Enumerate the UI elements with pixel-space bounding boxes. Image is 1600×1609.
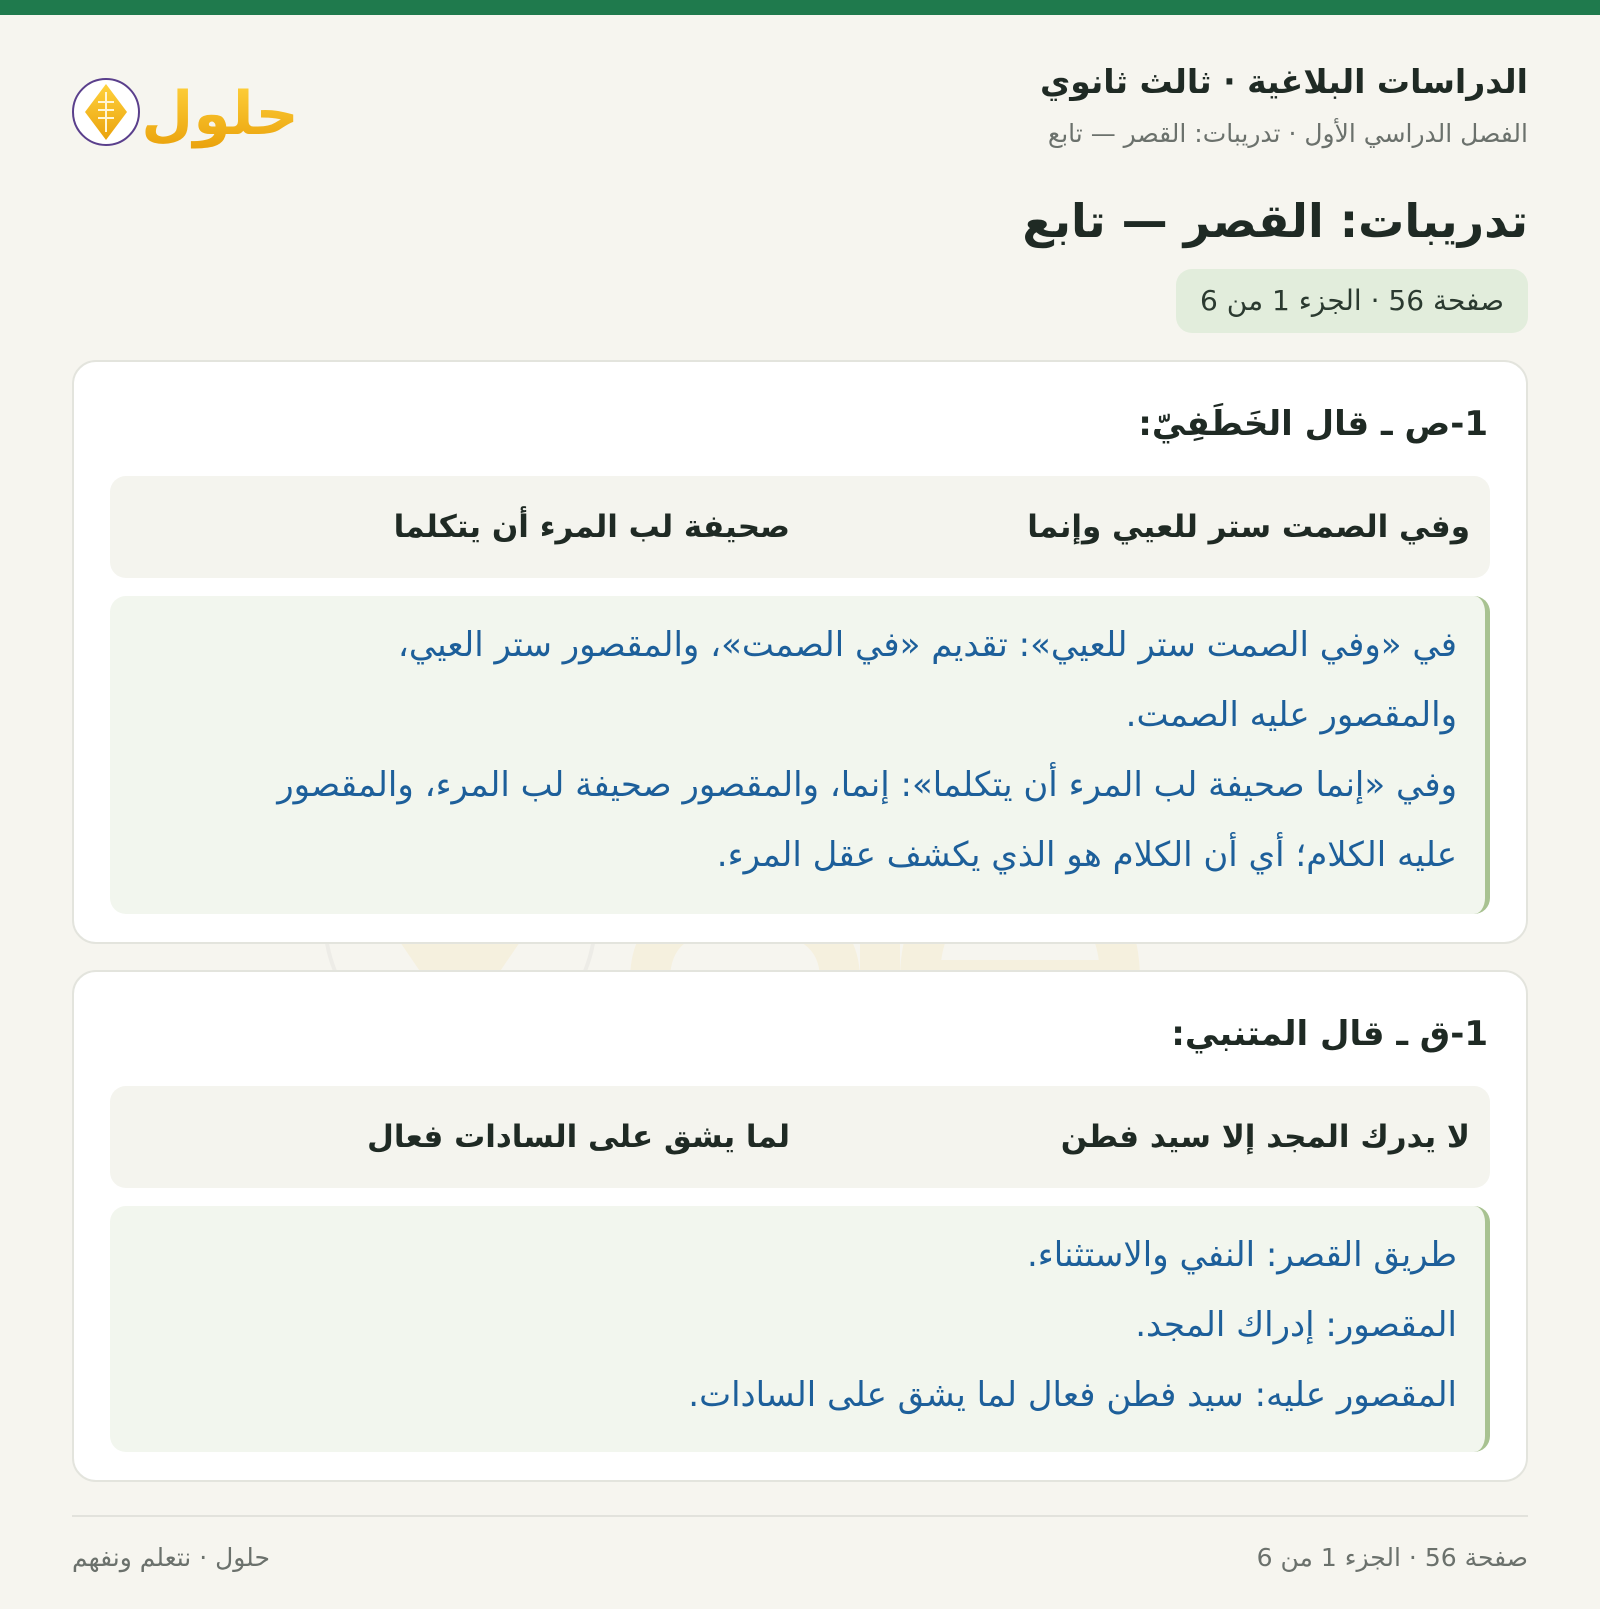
question-card bbox=[72, 970, 1528, 1482]
answer-line: المقصور: إدراك المجد. bbox=[1135, 1305, 1457, 1345]
top-accent-bar bbox=[0, 0, 1600, 15]
footer-brand: حلول · نتعلم ونفهم bbox=[72, 1543, 270, 1572]
logo-wordmark: حلول bbox=[141, 79, 299, 149]
answer-box bbox=[110, 1206, 1490, 1452]
footer-divider bbox=[72, 1515, 1528, 1517]
answer-line: والمقصور عليه الصمت. bbox=[1125, 695, 1457, 735]
verse-second-hemistich: صحيفة لب المرء أن يتكلما bbox=[393, 509, 790, 545]
question-title: 1-ص ـ قال الخَطَفِيّ: bbox=[1138, 404, 1488, 444]
page-badge: صفحة 56 · الجزء 1 من 6 bbox=[1176, 269, 1528, 333]
answer-box bbox=[110, 596, 1490, 914]
header-text bbox=[1040, 58, 1528, 152]
breadcrumb: الفصل الدراسي الأول · تدريبات: القصر — تابع bbox=[1047, 119, 1528, 148]
question-card bbox=[72, 360, 1528, 944]
question-title: 1-ق ـ قال المتنبي: bbox=[1171, 1014, 1488, 1054]
footer-page-info: صفحة 56 · الجزء 1 من 6 bbox=[1256, 1543, 1528, 1572]
verse-box bbox=[110, 1086, 1490, 1188]
brand-logo[interactable] bbox=[72, 62, 302, 152]
verse-second-hemistich: لما يشق على السادات فعال bbox=[366, 1119, 790, 1155]
verse-box bbox=[110, 476, 1490, 578]
book-diamond-icon bbox=[73, 79, 139, 145]
answer-line: عليه الكلام؛ أي أن الكلام هو الذي يكشف عقل المرء. bbox=[716, 835, 1457, 875]
answer-line: المقصور عليه: سيد فطن فعال لما يشق على السادات. bbox=[688, 1375, 1457, 1415]
answer-line: في «وفي الصمت ستر للعيي»: تقديم «في الصمت»، والمقصور ستر العيي، bbox=[397, 625, 1457, 665]
verse-first-hemistich: لا يدرك المجد إلا سيد فطن bbox=[1060, 1119, 1470, 1155]
page-header bbox=[72, 58, 1528, 168]
subject-title: الدراسات البلاغية · ثالث ثانوي bbox=[1039, 62, 1528, 101]
verse-first-hemistich: وفي الصمت ستر للعيي وإنما bbox=[1027, 509, 1470, 545]
page-title: تدريبات: القصر — تابع bbox=[1022, 194, 1528, 248]
answer-line: طريق القصر: النفي والاستثناء. bbox=[1026, 1235, 1457, 1275]
answer-line: وفي «إنما صحيفة لب المرء أن يتكلما»: إنما، والمقصور صحيفة لب المرء، والمقصور bbox=[277, 765, 1457, 805]
